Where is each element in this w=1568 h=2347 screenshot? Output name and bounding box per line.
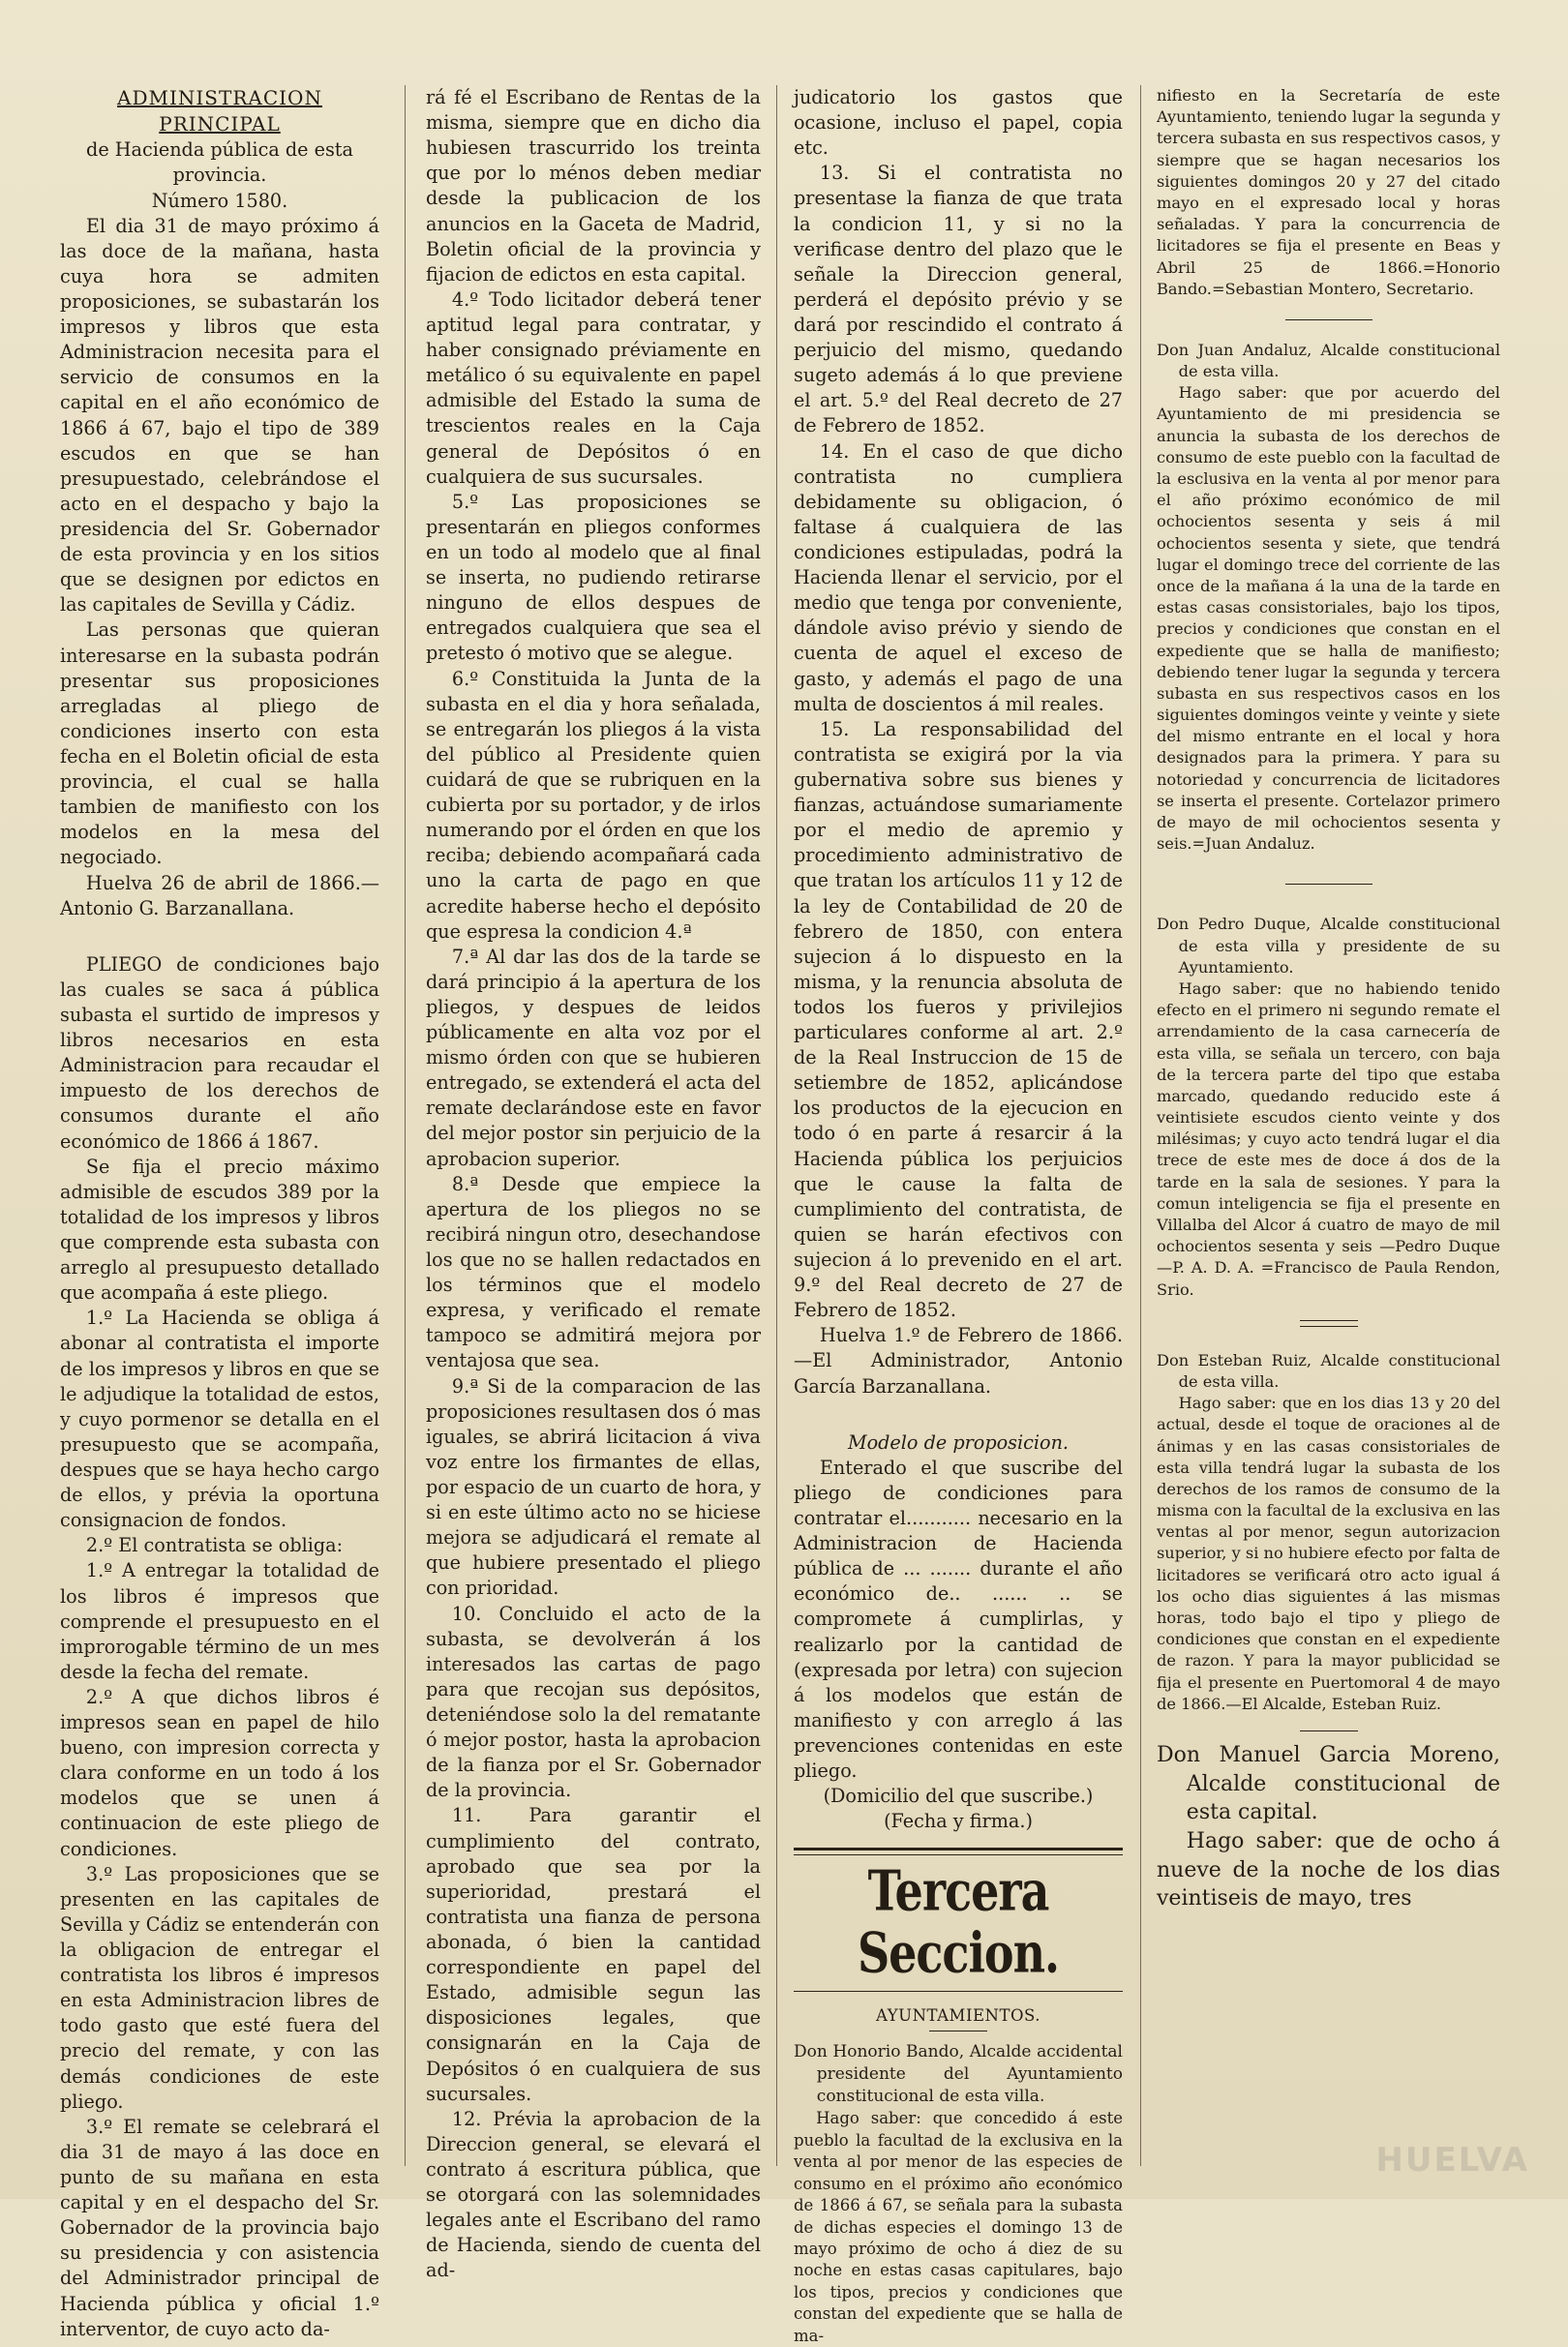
column-divider xyxy=(776,85,777,2166)
small-rule xyxy=(1285,319,1372,320)
section-rule xyxy=(794,1854,1123,1855)
paragraph: nifiesto en la Secretaría de este Ayuntamiento, teniendo lugar la segunda y tercera subasta en sus respectivos casos, y siempre que se hagan necesarios los siguientes domingos 20 y 27 del citado mayo en el expresado local y horas señaladas. Y para la concurrencia de licitadores se fija el presente en Beas y Abril 25 de 1866.=Honorio Bando.=Sebastian Montero, Secretario. xyxy=(1157,86,1500,298)
column-divider xyxy=(1140,85,1141,2166)
section-rule xyxy=(794,1848,1123,1851)
paragraph: 15. La responsabilidad del contratista se exigirá por la via gubernativa sobre sus bienes y fianzas, actuándose sumariamente por el medio de apremio y procedimiento administrativo de que tratan los artículos 11 y 12 de la ley de Contabilidad de 20 de febrero de 1850, con entera sujecion á lo dispuesto en la misma, y la renuncia absoluta de todos los fueros y privilejios particulares conforme al art. 2.º de la Real Instruccion de 15 de setiembre de 1852, aplicándose los productos de la ejecucion en todo ó en parte á resarcir á la Hacienda pública los perjuicios que le cause la falta de cumplimiento del contratista, de quien se harán efectivos con sujecion á lo prevenido en el art. 9.º del Real decreto de 27 de Febrero de 1852. xyxy=(794,717,1123,1322)
paragraph: PLIEGO de condiciones bajo las cuales se saca á pública subasta el surtido de impresos y libros necesarios en esta Administracion para recaudar el impuesto de los derechos de consumos durante el año económico de 1866 á 1867. xyxy=(60,952,379,1153)
signature: Huelva 26 de abril de 1866.— Antonio G. Barzanallana. xyxy=(60,871,379,919)
paragraph: El dia 31 de mayo próximo á las doce de la mañana, hasta cuya hora se admiten proposiciones, se subastarán los impresos y libros que esta Administracion necesita para el servicio de consumos en la capital en el año económico de 1866 á 67, bajo el tipo de 389 escudos en que se han presupuestado, celebrándose el acto en el despacho y bajo la presidencia del Sr. Gobernador de esta provincia y en los sitios que se designen por edictos en las capitales de Sevilla y Cádiz. xyxy=(60,214,379,617)
paragraph: Se fija el precio máximo admisible de escudos 389 por la totalidad de los impresos y libros que comprende esta subasta con arreglo al presupuesto detallado que acompaña á este pliego. xyxy=(60,1155,379,1305)
paragraph: 2.º El contratista se obliga: xyxy=(85,1534,344,1557)
paragraph: Hago saber: que no habiendo tenido efecto en el primero ni segundo remate el arrendamiento de la casa carnecería de esta villa, se señala un tercero, con baja de la tercera parte del tipo que estaba marcado, quedando reducido este á veintisiete escudos ciento veinte y dos milésimas; y cuyo acto tendrá lugar el dia trece de este mes de doce á dos de la tarde en la sala de sesiones. Y para la comun inteligencia se fija el presente en Villalba del Alcor á cuatro de mayo de mil ochocientos sesenta y seis —Pedro Duque —P. A. D. A. =Francisco de Paula Rendon, Srio. xyxy=(1157,978,1500,1299)
column-1 xyxy=(60,85,379,2340)
notice-heading: Don Esteban Ruiz, Alcalde constitucional de esta villa. xyxy=(1157,1350,1500,1391)
paragraph: Hago saber: que por acuerdo del Ayuntamiento de mi presidencia se anuncia la subasta de los derechos de consumo de este pueblo con la facultad de la esclusiva en la venta al por menor para el año próximo económico de mil ochocientos sesenta y seis á mil ochocientos sesenta y siete, que tendrá lugar el domingo trece del corriente de las once de la mañana á la una de la tarde en estas casas consistoriales, bajo los tipos, precios y condiciones que constan en el expediente que se halla de manifiesto; debiendo tener lugar la segunda y tercera subasta en sus respectivos casos en los siguientes domingos veinte y veinte y siete del mismo entrante en el local y hora designados para la primera. Y para su notoriedad y concurrencia de licitadores se inserta el presente. Cortelazor primero de mayo de mil ochocientos sesenta y seis.=Juan Andaluz. xyxy=(1157,383,1500,854)
column-3 xyxy=(794,85,1123,2345)
paragraph: 12. Prévia la aprobacion de la Direccion general, se elevará el contrato á escritura pública, que se otorgará con las solemnidades legales ante el Escribano del ramo de Hacienda, siendo de cuenta del ad- xyxy=(426,2107,761,2282)
paragraph: 1.º La Hacienda se obliga á abonar al contratista el importe de los impresos y libros en que se le adjudique la totalidad de estos, y cuyo pormenor se detalla en el presupuesto que se acompaña, despues que se haya hecho cargo de ellos, y prévia la oportuna consignacion de fondos. xyxy=(60,1307,379,1532)
paragraph: (Fecha y firma.) xyxy=(884,1810,1033,1833)
paragraph: 13. Si el contratista no presentase la fianza de que trata la condicion 11, y si no la verificase dentro del plazo que le señale la Direccion general, perderá el depósito prévio y se dará por rescindido el contrato á perjuicio del mismo, quedando sugeto además á lo que previene el art. 5.º del Real decreto de 27 de Febrero de 1852. xyxy=(794,162,1123,437)
double-rule xyxy=(1300,1320,1358,1327)
paragraph: Hago saber: que concedido á este pueblo la facultad de la exclusiva en la venta al por menor de las especies de consumo en el próximo año económico de 1866 á 67, se señala para la subasta de dichas especies el domingo 13 de mayo próximo de ocho á diez de su noche en estas casas capitulares, bajo los tipos, precios y condiciones que constan del expediente que se halla de ma- xyxy=(794,2109,1123,2345)
paragraph: 11. Para garantir el cumplimiento del contrato, aprobado que sea por la superioridad, prestará el contratista una fianza de persona abonada, ó bien la cantidad correspondiente en papel del Estado, admisible segun las disposiciones legales, que consignarán en la Caja de Depósitos ó en cualquiera de sus sucursales. xyxy=(426,1804,761,2105)
notice-heading: Don Juan Andaluz, Alcalde constitucional de esta villa. xyxy=(1157,340,1500,381)
paragraph: 8.ª Desde que empiece la apertura de los pliegos no se recibirá ningun otro, desechandose los que no se hallen redactados en los términos que el modelo expresa, y verificado el remate tampoco se admitirá mejora por ventajosa que sea. xyxy=(426,1172,761,1372)
paragraph: 3.º El remate se celebrará el dia 31 de mayo á las doce en punto de su mañana en esta capital y en el despacho del Sr. Gobernador de la provincia bajo su presidencia y con asistencia del Administrador principal de Hacienda pública y oficial 1.º interventor, de cuyo acto da- xyxy=(60,2115,379,2340)
section-header: ADMINISTRACION PRINCIPAL xyxy=(117,86,322,136)
paragraph: 1.º A entregar la totalidad de los libros é impresos que comprende el presupuesto en el improrogable término de un mes desde la fecha del remate. xyxy=(60,1559,379,1683)
column-divider xyxy=(405,85,406,2166)
paragraph: rá fé el Escribano de Rentas de la misma, siempre que en dicho dia hubiesen trascurrido los treinta que por lo ménos deben mediar desde la publicacion de los anuncios en la Gaceta de Madrid, Boletin oficial de la provincia y fijacion de edictos en esta capital. xyxy=(426,86,761,286)
section-rule xyxy=(794,1991,1123,1992)
notice-heading: Don Manuel Garcia Moreno, Alcalde constitucional de esta capital. xyxy=(1157,1742,1500,1825)
notice-heading: Don Pedro Duque, Alcalde constitucional de esta villa y presidente de su Ayuntamiento. xyxy=(1157,915,1500,977)
paragraph: 4.º Todo licitador deberá tener aptitud legal para contratar, y haber consignado préviamente en metálico ó su equivalente en papel admisible del Estado la suma de trescientos reales en la Caja general de Depósitos ó en cualquiera de sus sucursales. xyxy=(426,287,761,488)
subsection-header: AYUNTAMIENTOS. xyxy=(876,2005,1040,2025)
paragraph: Hago saber: que de ocho á nueve de la noche de los dias veintiseis de mayo, tres xyxy=(1157,1829,1500,1911)
paragraph: 2.º A que dichos libros é impresos sean en papel de hilo bueno, con impresion correcta y clara conforme en un todo á los modelos que se unen á continuacion de este pliego de condiciones. xyxy=(60,1685,379,1860)
paragraph: 10. Concluido el acto de la subasta, se devolverán á los interesados las cartas de pago para que recojan sus depósitos, deteniéndose solo la del rematante ó mejor postor, hasta la aprobacion de la fianza por el Sr. Gobernador de la provincia. xyxy=(426,1602,761,1802)
paragraph: Enterado el que suscribe del pliego de condiciones para contratar el........... necesario en la Administracion de Hacienda pública de ... ....... durante el año económico de.. ...... .. se compromete á cumplirlas, y realizarlo por la cantidad de (expresada por letra) con sujecion á los modelos que están de manifiesto y con arreglo á las prevenciones contenidas en este pliego. xyxy=(794,1456,1123,1783)
paragraph: Hago saber: que en los dias 13 y 20 del actual, desde el toque de oraciones al de ánimas y en las casas consistoriales de esta villa tendrá lugar la subasta de los derechos de los ramos de consumo de la misma con la facultal de la exclusiva en las ventas al por menor, segun autorizacion superior, y si no hubiere efecto por falta de licitadores se verificará otro acto igual á los ocho dias siguientes á las mismas horas, todo bajo el tipo y pliego de condiciones que constan en el expediente de razon. Y para la mayor publicidad se fija el presente en Puertomoral 4 de mayo de 1866.—El Alcalde, Esteban Ruiz. xyxy=(1157,1394,1500,1713)
notice-heading: Don Honorio Bando, Alcalde accidental presidente del Ayuntamiento constitucional de esta villa. xyxy=(794,2042,1123,2107)
paragraph: 5.º Las proposiciones se presentarán en pliegos conformes en un todo al modelo que al final se inserta, no pudiendo retirarse ninguno de ellos despues de entregados cualquiera que sea el pretesto ó motivo que se alegue. xyxy=(426,490,761,665)
small-rule xyxy=(1300,1730,1358,1731)
paragraph: 7.ª Al dar las dos de la tarde se dará principio á la apertura de los pliegos, y despues de leidos públicamente en alta voz por el mismo órden con que se hubieren entregado, se extenderá el acta del remate declarándose este en favor del mejor postor sin perjuicio de la aprobacion superior. xyxy=(426,945,761,1170)
archive-watermark: HUELVA xyxy=(1375,2141,1529,2180)
paragraph: 3.º Las proposiciones que se presenten en las capitales de Sevilla y Cádiz se entenderán con la obligacion de entregar el contratista los libros é impresos en esta Administracion libres de todo gasto que esté fuera del precio del remate, y con las demás condiciones de este pliego. xyxy=(60,1862,379,2113)
notice-number: Número 1580. xyxy=(151,189,288,212)
column-2 xyxy=(426,85,761,2282)
paragraph: judicatorio los gastos que ocasione, incluso el papel, copia etc. xyxy=(794,86,1123,160)
paragraph: Las personas que quieran interesarse en la subasta podrán presentar sus proposiciones arregladas al pliego de condiciones inserto con esta fecha en el Boletin oficial de esta provincia, el cual se halla tambien de manifiesto con los modelos en la mesa del negociado. xyxy=(60,618,379,869)
paragraph: (Domicilio del que suscribe.) xyxy=(823,1785,1094,1808)
section-subheader: de Hacienda pública de esta provincia. xyxy=(86,138,353,187)
model-title: Modelo de proposicion. xyxy=(847,1430,1070,1454)
section-title: Tercera Seccion. xyxy=(857,1858,1060,1986)
paragraph: 14. En el caso de que dicho contratista no cumpliera debidamente su obligacion, ó faltase á cualquiera de las condiciones estipuladas, podrá la Hacienda llenar el servicio, por el medio que tenga por conveniente, dándole aviso prévio y siendo de cuenta de aquel el exceso de gasto, y además el pago de una multa de doscientos á mil reales. xyxy=(794,439,1123,715)
paragraph: 9.ª Si de la comparacion de las proposiciones resultasen dos ó mas iguales, se abrirá licitacion á viva voz entre los firmantes de ellas, por espacio de un cuarto de hora, y si en este último acto no se hiciese mejora se adjudicará el remate al que hubiere presentado el pliego con prioridad. xyxy=(426,1374,761,1600)
paragraph: 6.º Constituida la Junta de la subasta en el dia y hora señalada, se entregarán los pliegos á la vista del público al Presidente quien cuidará de que se rubriquen en la cubierta por su portador, y de irlos numerando por el órden en que los reciba; debiendo acompañará cada uno la carta de pago en que acredite haberse hecho el depósito que espresa la condicion 4.ª xyxy=(426,667,761,943)
small-rule xyxy=(1285,884,1372,885)
signature: Huelva 1.º de Febrero de 1866. —El Administrador, Antonio García Barzanallana. xyxy=(794,1324,1123,1398)
column-4 xyxy=(1157,85,1500,2185)
